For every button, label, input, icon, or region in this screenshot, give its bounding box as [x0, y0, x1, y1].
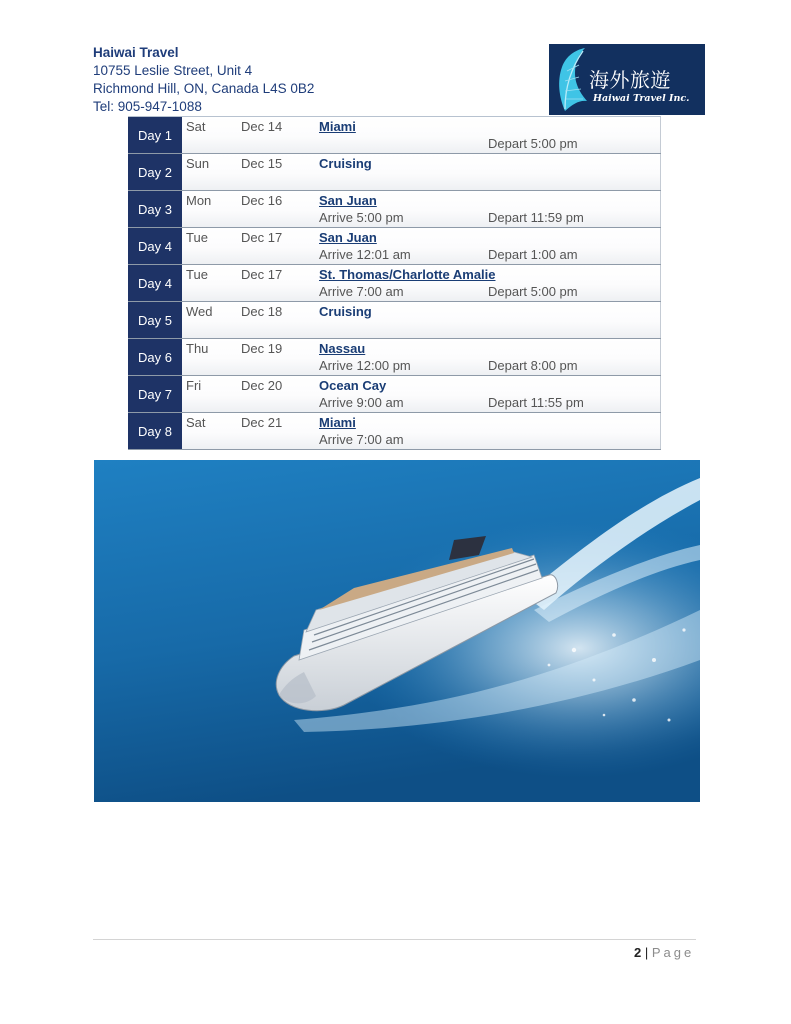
itinerary-row — [128, 154, 661, 190]
date: Dec 17 — [241, 267, 283, 282]
itinerary-row — [128, 376, 661, 412]
day-badge: Day 4 — [128, 228, 182, 264]
address-line-1: 10755 Leslie Street, Unit 4 — [93, 63, 253, 78]
feather-icon — [553, 47, 593, 113]
port-name[interactable]: Miami — [319, 119, 356, 134]
address-line-2: Richmond Hill, ON, Canada L4S 0B2 — [93, 81, 315, 96]
weekday: Mon — [186, 193, 212, 208]
date: Dec 21 — [241, 415, 283, 430]
day-badge: Day 5 — [128, 302, 182, 338]
weekday: Tue — [186, 230, 208, 245]
depart-time: Depart 11:59 pm — [488, 210, 584, 225]
depart-time: Depart 8:00 pm — [488, 358, 578, 373]
itinerary-row — [128, 191, 661, 227]
weekday: Sat — [186, 415, 206, 430]
logo-english-text: Haiwai Travel Inc. — [593, 93, 690, 104]
date: Dec 14 — [241, 119, 283, 134]
date: Dec 20 — [241, 378, 283, 393]
company-address-block — [93, 44, 314, 116]
day-badge: Day 3 — [128, 191, 182, 227]
weekday: Wed — [186, 304, 213, 319]
port-name: Ocean Cay — [319, 378, 387, 393]
page-word: Page — [651, 945, 695, 960]
day-badge: Day 4 — [128, 265, 182, 301]
weekday: Sun — [186, 156, 210, 171]
port-name[interactable]: Nassau — [319, 341, 366, 356]
page-number — [634, 945, 694, 960]
itinerary-row — [128, 413, 661, 449]
itinerary-row — [128, 265, 661, 301]
day-badge: Day 8 — [128, 413, 182, 449]
itinerary-row — [128, 228, 661, 264]
port-name[interactable]: San Juan — [319, 230, 377, 245]
arrive-time: Arrive 7:00 am — [319, 284, 404, 299]
phone-number: Tel: 905-947-1088 — [93, 99, 202, 114]
date: Dec 17 — [241, 230, 283, 245]
arrive-time: Arrive 12:01 am — [319, 247, 411, 262]
port-name[interactable]: St. Thomas/Charlotte Amalie — [319, 267, 496, 282]
itinerary-row — [128, 339, 661, 375]
depart-time: Depart 1:00 am — [488, 247, 578, 262]
port-name: Cruising — [319, 304, 372, 319]
arrive-time: Arrive 9:00 am — [319, 395, 404, 410]
date: Dec 19 — [241, 341, 283, 356]
itinerary-row — [128, 117, 661, 153]
date: Dec 18 — [241, 304, 283, 319]
depart-time: Depart 5:00 pm — [488, 284, 578, 299]
cruise-ship-photo — [94, 460, 700, 802]
page-separator: | — [644, 945, 649, 960]
arrive-time: Arrive 7:00 am — [319, 432, 404, 447]
weekday: Sat — [186, 119, 206, 134]
day-badge: Day 2 — [128, 154, 182, 190]
day-badge: Day 1 — [128, 117, 182, 153]
arrive-time: Arrive 5:00 pm — [319, 210, 404, 225]
port-name: Cruising — [319, 156, 372, 171]
date: Dec 15 — [241, 156, 283, 171]
port-name[interactable]: Miami — [319, 415, 356, 430]
depart-time: Depart 11:55 pm — [488, 395, 584, 410]
company-logo — [549, 44, 705, 115]
port-name[interactable]: San Juan — [319, 193, 377, 208]
weekday: Thu — [186, 341, 209, 356]
depart-time: Depart 5:00 pm — [488, 136, 578, 151]
day-badge: Day 7 — [128, 376, 182, 412]
date: Dec 16 — [241, 193, 283, 208]
logo-chinese-text: 海外旅遊 — [589, 68, 671, 92]
arrive-time: Arrive 12:00 pm — [319, 358, 411, 373]
weekday: Fri — [186, 378, 202, 393]
company-name: Haiwai Travel — [93, 45, 179, 60]
footer-divider — [93, 939, 696, 940]
itinerary-table — [128, 116, 661, 450]
weekday: Tue — [186, 267, 208, 282]
page-number-value: 2 — [634, 945, 642, 960]
itinerary-row — [128, 302, 661, 338]
day-badge: Day 6 — [128, 339, 182, 375]
